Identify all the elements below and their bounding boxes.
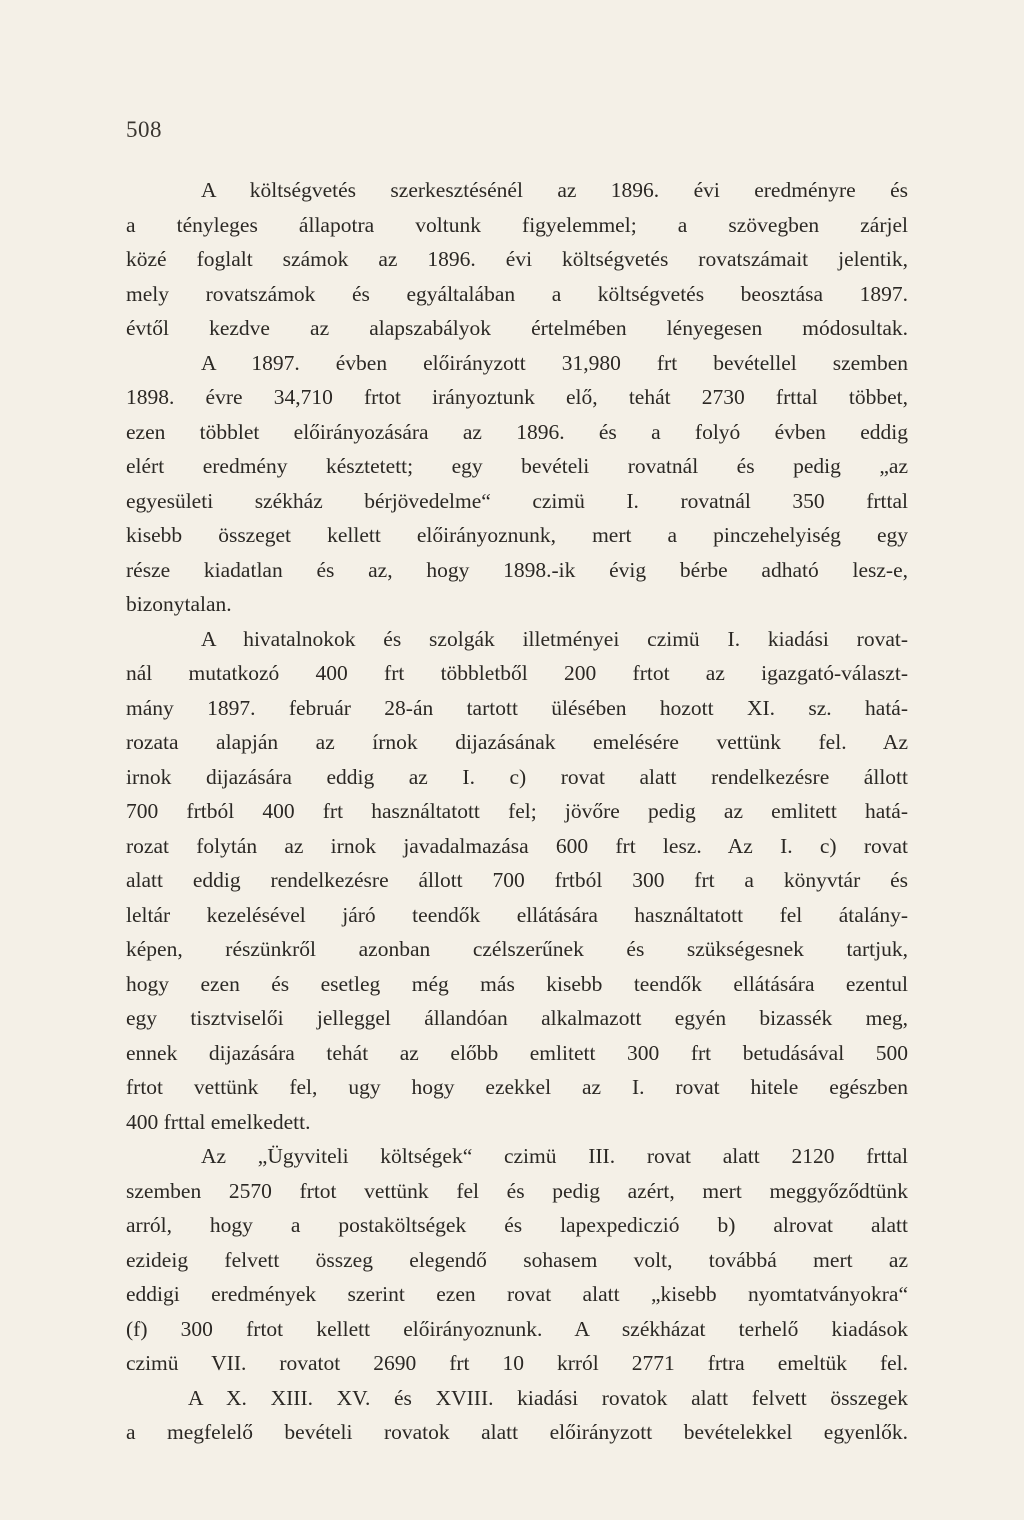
body-text xyxy=(126,173,908,1450)
text-line: leltár kezelésével járó teendők ellátására használtatott fel átalány- xyxy=(126,902,908,927)
text-line: szemben 2570 frtot vettünk fel és pedig azért, mert meggyőződtünk xyxy=(126,1178,908,1203)
text-line: egyesületi székház bérjövedelme“ czimü I. rovatnál 350 frttal xyxy=(126,488,908,513)
text-line: frtot vettünk fel, ugy hogy ezekkel az I. rovat hitele egészben xyxy=(126,1075,908,1099)
text-line: alatt eddig rendelkezésre állott 700 frtból 300 frt a könyvtár és xyxy=(126,868,908,892)
text-line: bizonytalan. xyxy=(126,592,232,616)
text-line: rozat folytán az irnok javadalmazása 600 frt lesz. Az I. c) rovat xyxy=(126,833,908,858)
text-line: A 1897. évben előirányzott 31,980 frt bevétellel szemben xyxy=(201,350,908,375)
text-line: arról, hogy a postaköltségek és lapexpediczió b) alrovat alatt xyxy=(126,1213,908,1237)
text-line: közé foglalt számok az 1896. évi költségvetés rovatszámait jelentik, xyxy=(126,247,908,271)
text-line: rozata alapján az írnok dijazásának emelésére vettünk fel. Az xyxy=(126,730,908,754)
text-line: ezen többlet előirányozására az 1896. és a folyó évben eddig xyxy=(126,419,908,444)
text-line: (f) 300 frtot kellett előirányoznunk. A székházat terhelő kiadások xyxy=(126,1316,908,1341)
text-line: nál mutatkozó 400 frt többletből 200 frtot az igazgató-választ- xyxy=(126,661,908,685)
text-line: ennek dijazására tehát az előbb emlitett 300 frt betudásával 500 xyxy=(126,1040,908,1065)
text-line: 400 frttal emelkedett. xyxy=(126,1109,311,1134)
text-line: eddigi eredmények szerint ezen rovat alatt „kisebb nyomtatványokra“ xyxy=(126,1282,908,1306)
text-line: része kiadatlan és az, hogy 1898.-ik évig bérbe adható lesz-e, xyxy=(126,557,908,582)
page-number: 508 xyxy=(126,117,162,142)
text-line: a megfelelő bevételi rovatok alatt előirányzott bevételekkel egyenlők. xyxy=(126,1420,908,1444)
text-line: Az „Ügyviteli költségek“ czimü III. rovat alatt 2120 frttal xyxy=(201,1144,908,1168)
text-line: hogy ezen és esetleg még más kisebb teendők ellátására ezentul xyxy=(126,971,908,996)
text-line: elért eredmény késztetett; egy bevételi rovatnál és pedig „az xyxy=(126,454,908,478)
text-line: egy tisztviselői jelleggel állandóan alkalmazott egyén bizassék meg, xyxy=(126,1006,908,1030)
text-line: 700 frtból 400 frt használtatott fel; jövőre pedig az emlitett hatá- xyxy=(126,799,908,823)
text-line: a tényleges állapotra voltunk figyelemmel; a szövegben zárjel xyxy=(126,212,908,237)
text-line: mány 1897. február 28-án tartott ülésében hozott XI. sz. hatá- xyxy=(126,695,908,720)
text-line: 1898. évre 34,710 frtot irányoztunk elő, tehát 2730 frttal többet, xyxy=(126,385,908,409)
text-line: irnok dijazására eddig az I. c) rovat alatt rendelkezésre állott xyxy=(126,764,908,789)
text-line: képen, részünkről azonban czélszerűnek és szükségesnek tartjuk, xyxy=(126,937,908,961)
text-line: czimü VII. rovatot 2690 frt 10 krról 2771 frtra emeltük fel. xyxy=(126,1351,908,1375)
text-line: évtől kezdve az alapszabályok értelmében lényegesen módosultak. xyxy=(126,316,908,340)
text-line: mely rovatszámok és egyáltalában a költségvetés beosztása 1897. xyxy=(126,281,908,306)
text-line: A költségvetés szerkesztésénél az 1896. évi eredményre és xyxy=(201,178,908,202)
text-line: ezideig felvett összeg elegendő sohasem volt, továbbá mert az xyxy=(126,1247,908,1272)
text-line: A hivatalnokok és szolgák illetményei czimü I. kiadási rovat- xyxy=(201,626,908,651)
text-line: kisebb összeget kellett előirányoznunk, mert a pinczehelyiség egy xyxy=(126,523,908,547)
text-line: A X. XIII. XV. és XVIII. kiadási rovatok alatt felvett összegek xyxy=(188,1385,908,1410)
